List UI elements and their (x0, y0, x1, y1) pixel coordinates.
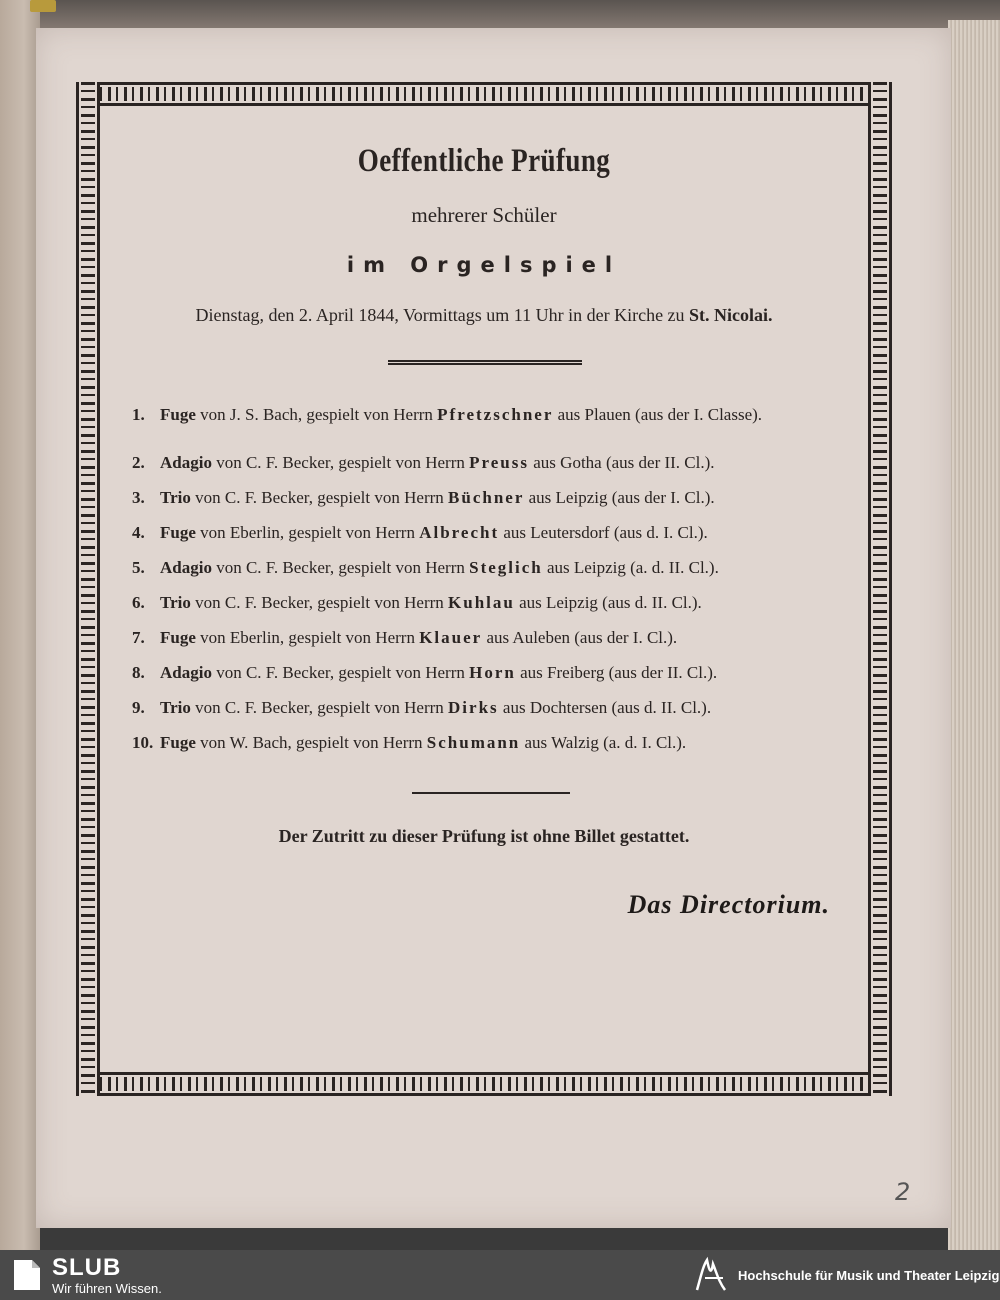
program-number: 4. (132, 523, 145, 542)
program-origin: aus Plauen (aus der I. Classe). (553, 405, 763, 424)
program-number: 7. (132, 628, 145, 647)
meander-border-top (76, 82, 892, 106)
program-number: 10. (132, 733, 154, 752)
program-player: Pfretzschner (437, 405, 554, 424)
meander-border-bottom (76, 1072, 892, 1096)
program-player: Schumann (426, 733, 521, 752)
page-number: 2 (895, 1178, 911, 1206)
program-number: 3. (132, 488, 145, 507)
program-entry-text (160, 522, 842, 544)
program-origin: aus Leutersdorf (aus d. I. Cl.). (499, 523, 708, 542)
program-piece: Adagio (160, 558, 212, 577)
program-origin: aus Leipzig (aus der I. Cl.). (524, 488, 715, 507)
bookmark-ribbon (30, 0, 56, 12)
program-player: Dirks (448, 698, 499, 717)
program-origin: aus Gotha (aus der II. Cl.). (529, 453, 715, 472)
program-piece: Fuge (160, 628, 196, 647)
program-item (132, 404, 842, 426)
program-composer: von C. F. Becker, gespielt von Herrn (211, 663, 470, 682)
program-origin: aus Leipzig (a. d. II. Cl.). (542, 558, 719, 577)
double-rule-divider (388, 360, 582, 365)
slub-brand-name[interactable]: SLUB (52, 1254, 122, 1281)
program-piece: Adagio (160, 663, 212, 682)
program-composer: von Eberlin, gespielt von Herrn (195, 523, 420, 542)
slub-tagline: Wir führen Wissen. (52, 1281, 162, 1296)
program-player: Horn (469, 663, 516, 682)
program-origin: aus Walzig (a. d. I. Cl.). (520, 733, 687, 752)
program-origin: aus Freiberg (aus der II. Cl.). (515, 663, 718, 682)
program-entry-text (160, 697, 842, 719)
program-number: 9. (132, 698, 145, 717)
program-composer: von W. Bach, gespielt von Herrn (195, 733, 427, 752)
program-entry-text (160, 452, 842, 474)
program-piece: Adagio (160, 453, 212, 472)
book-left-edge (0, 0, 40, 1250)
program-piece: Fuge (160, 733, 196, 752)
dateline-place: St. Nicolai. (689, 305, 773, 325)
admission-note: Der Zutritt zu dieser Prüfung ist ohne Billet gestattet. (278, 826, 690, 846)
program-number: 5. (132, 558, 145, 577)
program-item (132, 487, 842, 509)
program-entry-text (160, 732, 842, 754)
program-origin: aus Leipzig (aus d. II. Cl.). (514, 593, 702, 612)
meander-border-left (76, 82, 100, 1096)
program-item (132, 592, 842, 614)
program-piece: Fuge (160, 523, 196, 542)
program-item (132, 732, 842, 754)
program-entry-text (160, 627, 842, 649)
program-composer: von Eberlin, gespielt von Herrn (195, 628, 420, 647)
book-right-edge (948, 20, 1000, 1250)
program-composer: von J. S. Bach, gespielt von Herrn (195, 405, 438, 424)
program-number: 1. (132, 405, 145, 424)
program-number: 8. (132, 663, 145, 682)
program-piece: Trio (160, 593, 191, 612)
program-origin: aus Dochtersen (aus d. II. Cl.). (498, 698, 712, 717)
program-composer: von C. F. Becker, gespielt von Herrn (211, 453, 470, 472)
program-number: 6. (132, 593, 145, 612)
event-dateline (100, 305, 868, 326)
hmt-logo-icon[interactable] (693, 1256, 729, 1294)
viewer-footer (0, 1250, 1000, 1300)
program-item (132, 662, 842, 684)
document-subtitle: mehrerer Schüler (411, 203, 557, 227)
meander-border-right (868, 82, 892, 1096)
program-entry-text (160, 487, 842, 509)
program-composer: von C. F. Becker, gespielt von Herrn (190, 593, 449, 612)
program-player: Büchner (448, 488, 525, 507)
program-item (132, 557, 842, 579)
program-item (132, 697, 842, 719)
program-composer: von C. F. Becker, gespielt von Herrn (190, 488, 449, 507)
program-item (132, 627, 842, 649)
program-origin: aus Auleben (aus der I. Cl.). (482, 628, 678, 647)
slub-logo-icon[interactable] (12, 1258, 42, 1292)
program-composer: von C. F. Becker, gespielt von Herrn (211, 558, 470, 577)
program-player: Preuss (469, 453, 529, 472)
program-piece: Trio (160, 698, 191, 717)
program-entry-text (160, 662, 842, 684)
program-composer: von C. F. Becker, gespielt von Herrn (190, 698, 449, 717)
program-piece: Trio (160, 488, 191, 507)
program-player: Kuhlau (448, 593, 515, 612)
document-title: Oeffentliche Prüfung (357, 143, 611, 179)
dateline-text: Dienstag, den 2. April 1844, Vormittags um 11 Uhr in der Kirche zu (195, 305, 685, 325)
document-subject: im Orgelspiel (346, 253, 622, 277)
program-item (132, 522, 842, 544)
hmt-institution-name[interactable]: Hochschule für Musik und Theater Leipzig (738, 1268, 1000, 1283)
program-player: Steglich (469, 558, 543, 577)
rule-divider (412, 792, 570, 794)
program-entry-text (160, 404, 842, 426)
program-item (132, 452, 842, 474)
program-player: Albrecht (419, 523, 500, 542)
program-number: 2. (132, 453, 145, 472)
program-entry-text (160, 557, 842, 579)
program-player: Klauer (419, 628, 483, 647)
signature: Das Directorium. (627, 890, 830, 919)
program-entry-text (160, 592, 842, 614)
program-piece: Fuge (160, 405, 196, 424)
